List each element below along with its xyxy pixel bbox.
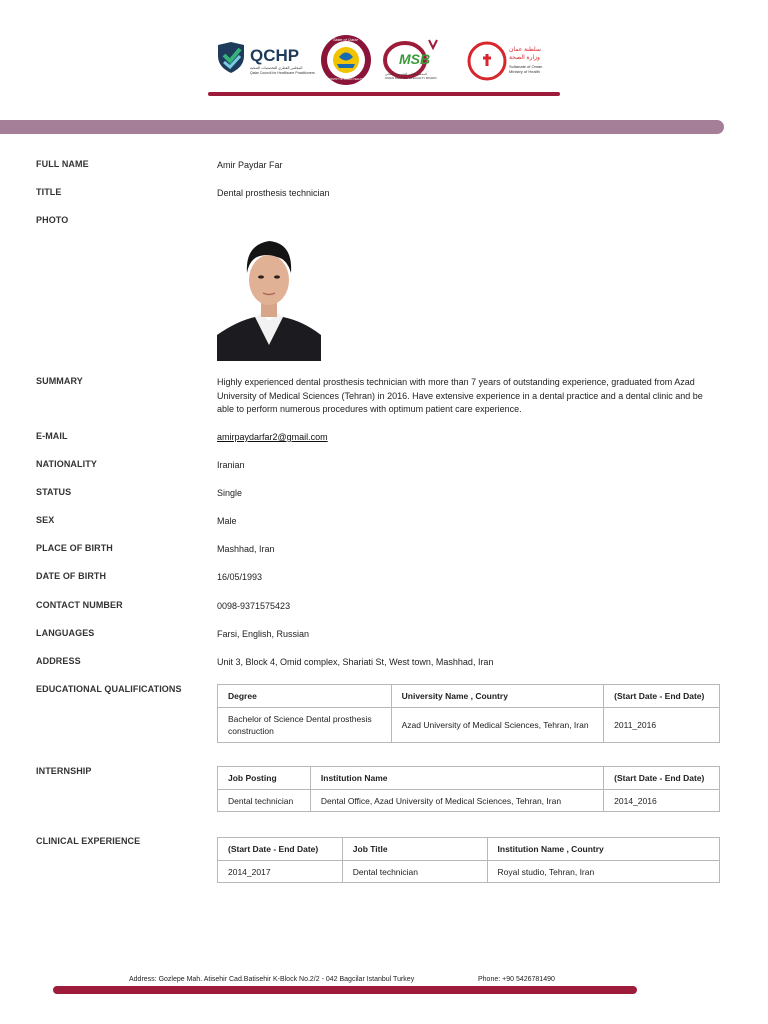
date-of-birth-value: 16/05/1993 [217,572,263,582]
footer-address: Address: Gozlepe Mah. Atisehir Cad.Batisehir K-Block No.2/2 - 042 Bagcilar Istanbul Turkey [129,976,415,983]
internship-header-cell: Institution Name [310,767,603,790]
clinical-label: CLINICAL EXPERIENCE [36,836,141,846]
footer-phone: Phone: +90 5426781490 [478,976,555,983]
education-university-cell: Azad University of Medical Sciences, Tehran, Iran [391,708,604,743]
table-row [218,790,720,812]
qchp-logo-subtext-en: Qatar Council for Healthcare Practitioners [250,71,315,75]
education-table [217,684,720,743]
qatar-moph-logo [319,34,373,88]
oman-logo-text-en-2: Ministry of Health [509,69,540,74]
sex-value: Male [217,516,237,526]
contact-number-value: 0098-9371575423 [217,601,291,611]
qchp-logo-text: QCHP [250,46,300,65]
education-dates-cell: 2011_2016 [604,708,720,743]
oman-moh-emblem-icon [467,34,511,88]
education-header-cell: Degree [218,685,392,708]
qchp-logo-subtext: المجلس القطري للتخصصات الصحية [250,66,303,70]
nationality-label: NATIONALITY [36,459,97,469]
clinical-institution-cell: Royal studio, Tehran, Iran [487,861,719,883]
table-row [218,861,720,883]
section-band [0,120,724,134]
education-degree-cell: Bachelor of Science Dental prosthesis construction [218,708,392,743]
email-link[interactable]: amirpaydarfar2@gmail.com [217,432,328,442]
sex-label: SEX [36,515,55,525]
date-of-birth-label: DATE OF BIRTH [36,571,107,581]
msb-logo [383,34,463,88]
full-name-value: Amir Paydar Far [217,160,283,170]
msb-logo-subtext-en: OMAN MEDICAL SPECIALTY BOARD [385,76,437,80]
place-of-birth-value: Mashhad, Iran [217,544,275,554]
header-logos [215,34,560,88]
clinical-header-cell: (Start Date - End Date) [218,838,343,861]
msb-logo-text: MSB [399,51,431,67]
internship-header-row [218,767,720,790]
clinical-job-cell: Dental technician [342,861,487,883]
msb-logo-subtext: المجلس الطبي التخصصي العماني [385,72,427,76]
languages-label: LANGUAGES [36,628,95,638]
internship-dates-cell: 2014_2016 [604,790,720,812]
internship-header-cell: (Start Date - End Date) [604,767,720,790]
oman-logo-text-ar: سلطنة عمان [509,47,541,53]
education-label: EDUCATIONAL QUALIFICATIONS [36,684,182,694]
education-header-cell: University Name , Country [391,685,604,708]
contact-number-label: CONTACT NUMBER [36,600,123,610]
address-value: Unit 3, Block 4, Omid complex, Shariati St, West town, Mashhad, Iran [217,657,494,667]
clinical-header-cell: Job Title [342,838,487,861]
clinical-header-cell: Institution Name , Country [487,838,719,861]
clinical-table [217,837,720,883]
internship-institution-cell: Dental Office, Azad University of Medical Sciences, Tehran, Iran [310,790,603,812]
nationality-value: Iranian [217,460,245,470]
internship-table [217,766,720,812]
profile-photo [217,225,321,361]
place-of-birth-label: PLACE OF BIRTH [36,543,113,553]
oman-logo-text-ar-2: وزارة الصحة [509,55,540,61]
photo-label: PHOTO [36,215,69,225]
title-value: Dental prosthesis technician [217,188,330,198]
qchp-logo [215,34,315,88]
education-header-row [218,685,720,708]
internship-label: INTERNSHIP [36,766,92,776]
clinical-header-row [218,838,720,861]
internship-header-cell: Job Posting [218,767,311,790]
header-underline [208,92,560,96]
full-name-label: FULL NAME [36,159,89,169]
oman-logo-text-en: Sultanate of Oman [509,64,543,69]
qatar-logo-subtext: MINISTRY OF PUBLIC HEALTH [327,78,364,81]
portrait-image [217,225,321,361]
oman-moh-logo [467,34,560,88]
summary-value: Highly experienced dental prosthesis technician with more than 7 years of outstanding experience, graduated from Azad University of Medical Sciences (Tehran) in 2016. Have extensive experience in a dental practice and a dental clinic and be able to perform numerous procedures with optimum patient care experience. [217,377,703,414]
summary-label: SUMMARY [36,376,83,386]
title-label: TITLE [36,187,62,197]
status-label: STATUS [36,487,72,497]
email-label: E-MAIL [36,431,68,441]
status-value: Single [217,488,243,498]
clinical-dates-cell: 2014_2017 [218,861,343,883]
table-row [218,708,720,743]
education-header-cell: (Start Date - End Date) [604,685,720,708]
languages-value: Farsi, English, Russian [217,629,310,639]
internship-job-cell: Dental technician [218,790,311,812]
footer-bar [53,986,637,994]
qatar-logo-text: State of Qatar [333,37,358,42]
address-label: ADDRESS [36,656,81,666]
